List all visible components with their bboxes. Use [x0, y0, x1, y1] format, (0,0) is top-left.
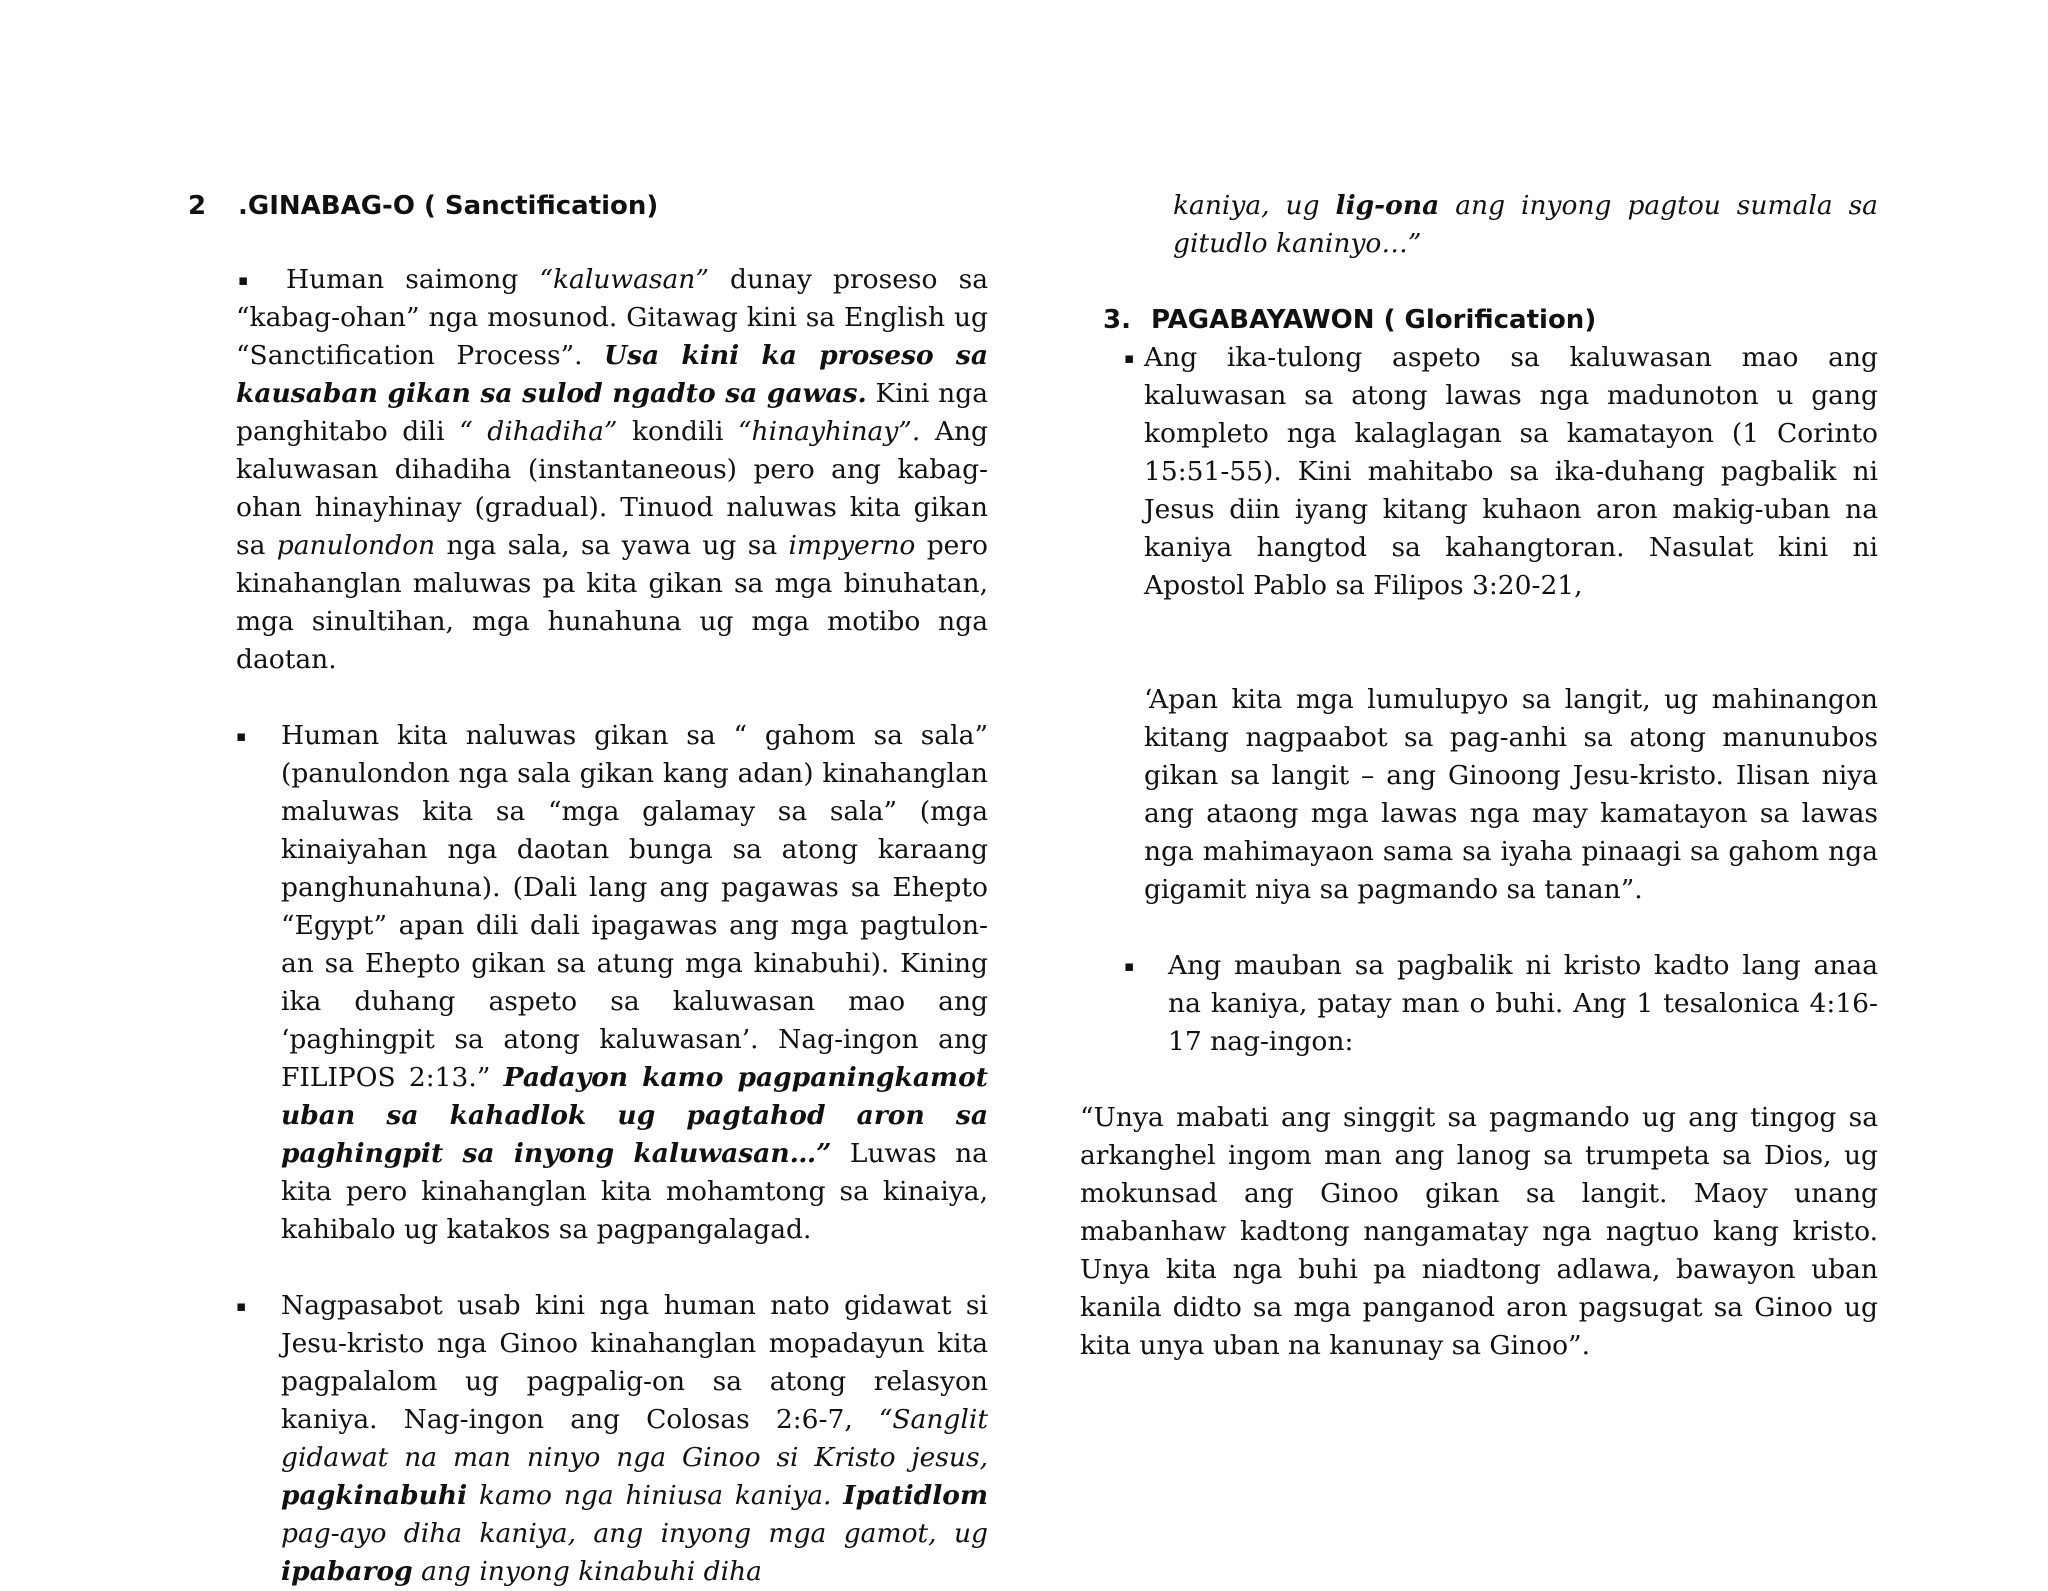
bullet-square-icon: ▪	[238, 271, 249, 289]
bullet-square-icon: ▪	[236, 727, 247, 745]
section-heading-glorification	[1103, 301, 1878, 339]
paragraph-sanctification-intro: Human saimong “kaluwasan” dunay proseso sa “kabag-ohan” nga mosunod. Gitawag kini sa English ug “Sanctification Process”. Usa kini ka proseso sa kausaban gikan sa sulod ngadto sa gawas. Kini nga panghitabo dili “ dihadiha” kondili “hinayhinay”. Ang kaluwasan dihadiha (instantaneous) pero ang kabag-ohan hinayhinay (gradual). Tinuod naluwas kita gikan sa panulondon nga sala, sa yawa ug sa impyerno pero kinahanglan maluwas pa kita gikan sa mga binuhatan, mga sinultihan, mga hunahuna ug mga motibo nga daotan.	[236, 264, 988, 675]
paragraph-power-of-sin: Human kita naluwas gikan sa “ gahom sa sala” (panulondon nga sala gikan kang adan) kinahanglan maluwas kita sa “mga galamay sa sala” (mga kinaiyahan nga daotan bunga sa atong karaang panghunahuna). (Dali lang ang pagawas sa Ehepto “Egypt” apan dili dali ipagawas ang mga pagtulon-an sa Ehepto gikan sa atung mga kinabuhi). Kining ika duhang aspeto sa kaluwasan mao ang ‘paghingpit sa atong kaluwasan’. Nag-ingon ang FILIPOS 2:13.” Padayon kamo pagpaningkamot uban sa kahadlok ug pagtahod aron sa paghingpit sa inyong kaluwasan…” Luwas na kita pero kinahanglan kita mohamtong sa kinaiya, kahibalo ug katakos sa pagpangalagad.	[281, 720, 988, 1245]
bullet-item-return-of-christ	[1080, 947, 1878, 1061]
bullet-square-icon: ▪	[1124, 349, 1135, 367]
section-title: PAGABAYAWON ( Glorification)	[1151, 305, 1597, 335]
bullet-item-power-of-sin	[188, 717, 988, 1249]
bullet-item-glorification	[1080, 339, 1878, 605]
bullet-square-icon: ▪	[236, 1297, 247, 1315]
section-number: 3.	[1103, 305, 1131, 335]
paragraph-return-of-christ: Ang mauban sa pagbalik ni kristo kadto lang anaa na kaniya, patay man o buhi. Ang 1 tesalonica 4:16-17 nag-ingon:	[1168, 950, 1878, 1057]
section-heading-sanctification	[188, 187, 988, 225]
section-title: .GINABAG-O ( Sanctification)	[238, 191, 659, 221]
paragraph-colosas: Nagpasabot usab kini nga human nato gidawat si Jesu-kristo nga Ginoo kinahanglan mopadayun kita pagpalalom ug pagpalig-on sa atong relasyon kaniya. Nag-ingon ang Colosas 2:6-7, “Sanglit gidawat na man ninyo nga Ginoo si Kristo jesus, pagkinabuhi kamo nga hiniusa kaniya. Ipatidlom pag-ayo diha kaniya, ang inyong mga gamot, ug ipabarog ang inyong kinabuhi diha	[281, 1290, 988, 1587]
quote-tesalonica: “Unya mabati ang singgit sa pagmando ug ang tingog sa arkanghel ingom man ang lanog sa trumpeta sa Dios, ug mokunsad ang Ginoo gikan sa langit. Maoy unang mabanhaw kadtong nangamatay nga nagtuo kang kristo. Unya kita nga buhi pa niadtong adlawa, bawayon uban kanila didto sa mga panganod aron pagsugat sa Ginoo ug kita unya uban na kanunay sa Ginoo”.	[1080, 1102, 1878, 1361]
right-column	[1080, 187, 1878, 1365]
left-column	[188, 187, 988, 1591]
bullet-square-icon: ▪	[1124, 957, 1135, 975]
bullet-item-colosas	[188, 1287, 988, 1591]
section-number: 2	[188, 191, 207, 221]
paragraph-glorification: Ang ika-tulong aspeto sa kaluwasan mao ang kaluwasan sa atong lawas nga madunoton u gang kompleto nga kalaglagan sa kamatayon (1 Corinto 15:51-55). Kini mahitabo sa ika-duhang pagbalik ni Jesus diin iyang kitang kuhaon aron makig-uban na kaniya hangtod sa kahangtoran. Nasulat kini ni Apostol Pablo sa Filipos 3:20-21,	[1144, 342, 1878, 601]
paragraph-colosas-continuation: kaniya, ug lig-ona ang inyong pagtou sumala sa gitudlo kaninyo…”	[1173, 190, 1878, 259]
bullet-item-sanctification-process	[188, 261, 988, 679]
quote-filipos: ‘Apan kita mga lumulupyo sa langit, ug mahinangon kitang nagpaabot sa pag-anhi sa atong manunubos gikan sa langit – ang Ginoong Jesu-kristo. Ilisan niya ang ataong mga lawas nga may kamatayon sa lawas nga mahimayaon sama sa iyaha pinaagi sa gahom nga gigamit niya sa pagmando sa tanan”.	[1144, 684, 1878, 905]
